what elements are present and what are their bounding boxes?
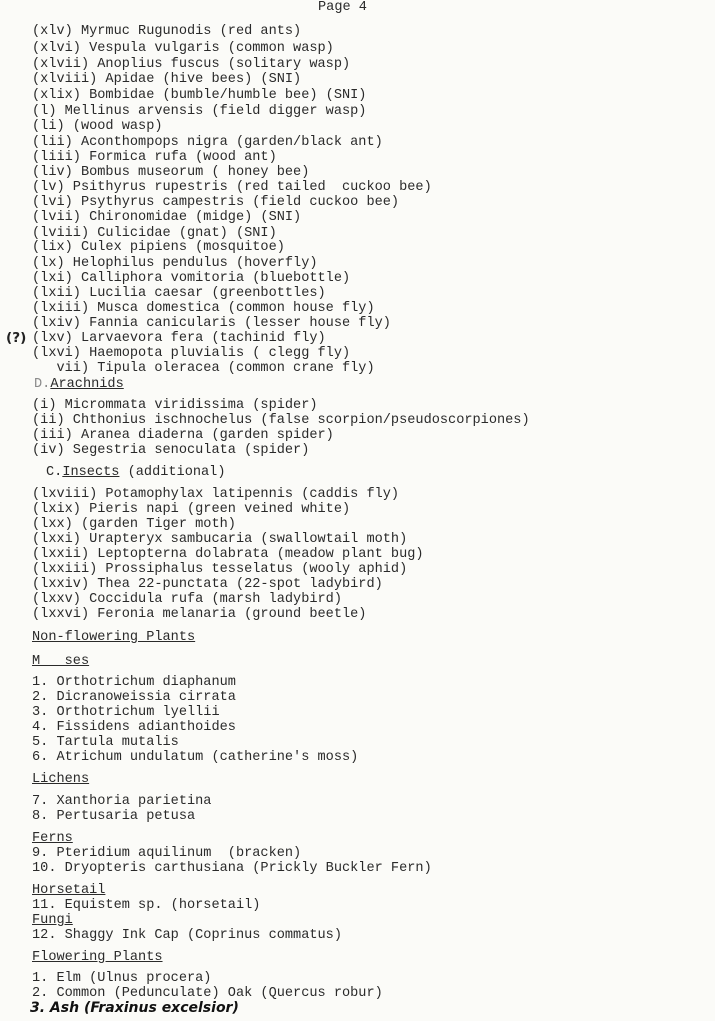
- heading-suffix: (additional): [119, 465, 226, 480]
- list-item: (xlv) Myrmuc Rugunodis (red ants): [32, 24, 302, 39]
- list-item: (lx) Helophilus pendulus (hoverfly): [32, 256, 318, 271]
- page-number: Page 4: [318, 0, 367, 15]
- list-item: (lxii) Lucilia caesar (greenbottles): [32, 286, 326, 301]
- list-item: (lv) Psithyrus rupestris (red tailed cuckoo bee): [32, 180, 432, 195]
- list-item: (lxx) (garden Tiger moth): [32, 517, 236, 532]
- ferns-heading: Ferns: [32, 831, 73, 846]
- list-item: (lxi) Calliphora vomitoria (bluebottle): [32, 271, 351, 286]
- list-item: (lxxvi) Feronia melanaria (ground beetle): [32, 607, 367, 622]
- list-item: (ii) Chthonius ischnochelus (false scorpion/pseudoscorpiones): [32, 413, 530, 428]
- list-item: (i) Micrommata viridissima (spider): [32, 398, 318, 413]
- list-item: (xlvii) Anoplius fuscus (solitary wasp): [32, 57, 351, 72]
- lichens-heading: Lichens: [32, 772, 90, 787]
- fungi-heading: Fungi: [32, 913, 73, 928]
- list-item: 1. Elm (Ulnus procera): [32, 971, 212, 986]
- list-item: (lxix) Pieris napi (green veined white): [32, 502, 351, 517]
- list-item: (lii) Aconthompops nigra (garden/black ant): [32, 135, 383, 150]
- list-item: (xlvi) Vespula vulgaris (common wasp): [32, 41, 334, 56]
- heading-text: Arachnids: [50, 377, 124, 392]
- list-item: 1. Orthotrichum diaphanum: [32, 675, 236, 690]
- list-item: (lxiii) Musca domestica (common house fly): [32, 301, 375, 316]
- list-item: (lix) Culex pipiens (mosquitoe): [32, 240, 285, 255]
- list-item: (iii) Aranea diaderna (garden spider): [32, 428, 334, 443]
- list-item: 7. Xanthoria parietina: [32, 794, 212, 809]
- list-item: 2. Common (Pedunculate) Oak (Quercus robur): [32, 986, 383, 1001]
- list-item: (iv) Segestria senoculata (spider): [32, 443, 310, 458]
- list-item: (lvii) Chironomidae (midge) (SNI): [32, 210, 302, 225]
- list-item: (lxxiii) Prossiphalus tesselatus (wooly aphid): [32, 562, 408, 577]
- insects-additional-heading: [46, 465, 226, 480]
- list-item: 11. Equistem sp. (horsetail): [32, 898, 261, 913]
- arachnids-heading: [34, 377, 124, 392]
- list-item: (lxxiv) Thea 22-punctata (22-spot ladybird): [32, 577, 383, 592]
- list-item: (xlix) Bombidae (bumble/humble bee) (SNI): [32, 88, 367, 103]
- list-item: 6. Atrichum undulatum (catherine's moss): [32, 750, 359, 765]
- list-item: (l) Mellinus arvensis (field digger wasp): [32, 104, 367, 119]
- list-item: (lvi) Psythyrus campestris (field cuckoo bee): [32, 195, 400, 210]
- list-item: 3. Orthotrichum lyellii: [32, 705, 220, 720]
- heading-text: Insects: [62, 465, 120, 480]
- section-letter: D.: [34, 377, 51, 392]
- list-item: 12. Shaggy Ink Cap (Coprinus commatus): [32, 928, 342, 943]
- list-item: 10. Dryopteris carthusiana (Prickly Buckler Fern): [32, 861, 432, 876]
- mosses-heading: M ses: [32, 654, 90, 669]
- handwritten-list-item: 3. Ash (Fraxinus excelsior): [30, 1000, 239, 1016]
- list-item: 8. Pertusaria petusa: [32, 809, 196, 824]
- list-item: 9. Pteridium aquilinum (bracken): [32, 846, 302, 861]
- list-item: (lxviii) Potamophylax latipennis (caddis fly): [32, 487, 400, 502]
- list-item: (lviii) Culicidae (gnat) (SNI): [32, 226, 277, 241]
- list-item: (lxv) Larvaevora fera (tachinid fly): [32, 331, 326, 346]
- list-item: 2. Dicranoweissia cirrata: [32, 690, 236, 705]
- list-item: (lxxv) Coccidula rufa (marsh ladybird): [32, 592, 342, 607]
- list-item: (li) (wood wasp): [32, 119, 163, 134]
- list-item: 5. Tartula mutalis: [32, 735, 179, 750]
- list-item: (lxvi) Haemopota pluvialis ( clegg fly): [32, 346, 351, 361]
- list-item: (liii) Formica rufa (wood ant): [32, 150, 277, 165]
- horsetail-heading: Horsetail: [32, 883, 106, 898]
- list-item: (lxiv) Fannia canicularis (lesser house fly): [32, 316, 391, 331]
- section-letter: C.: [46, 465, 63, 480]
- list-item: (lxxii) Leptopterna dolabrata (meadow plant bug): [32, 547, 424, 562]
- list-item: vii) Tipula oleracea (common crane fly): [32, 361, 375, 376]
- margin-question-mark: (?): [6, 330, 27, 346]
- non-flowering-heading: Non-flowering Plants: [32, 630, 196, 645]
- flowering-heading: Flowering Plants: [32, 950, 163, 965]
- list-item: 4. Fissidens adianthoides: [32, 720, 236, 735]
- list-item: (liv) Bombus museorum ( honey bee): [32, 165, 310, 180]
- list-item: (lxxi) Urapteryx sambucaria (swallowtail moth): [32, 532, 408, 547]
- list-item: (xlviii) Apidae (hive bees) (SNI): [32, 72, 302, 87]
